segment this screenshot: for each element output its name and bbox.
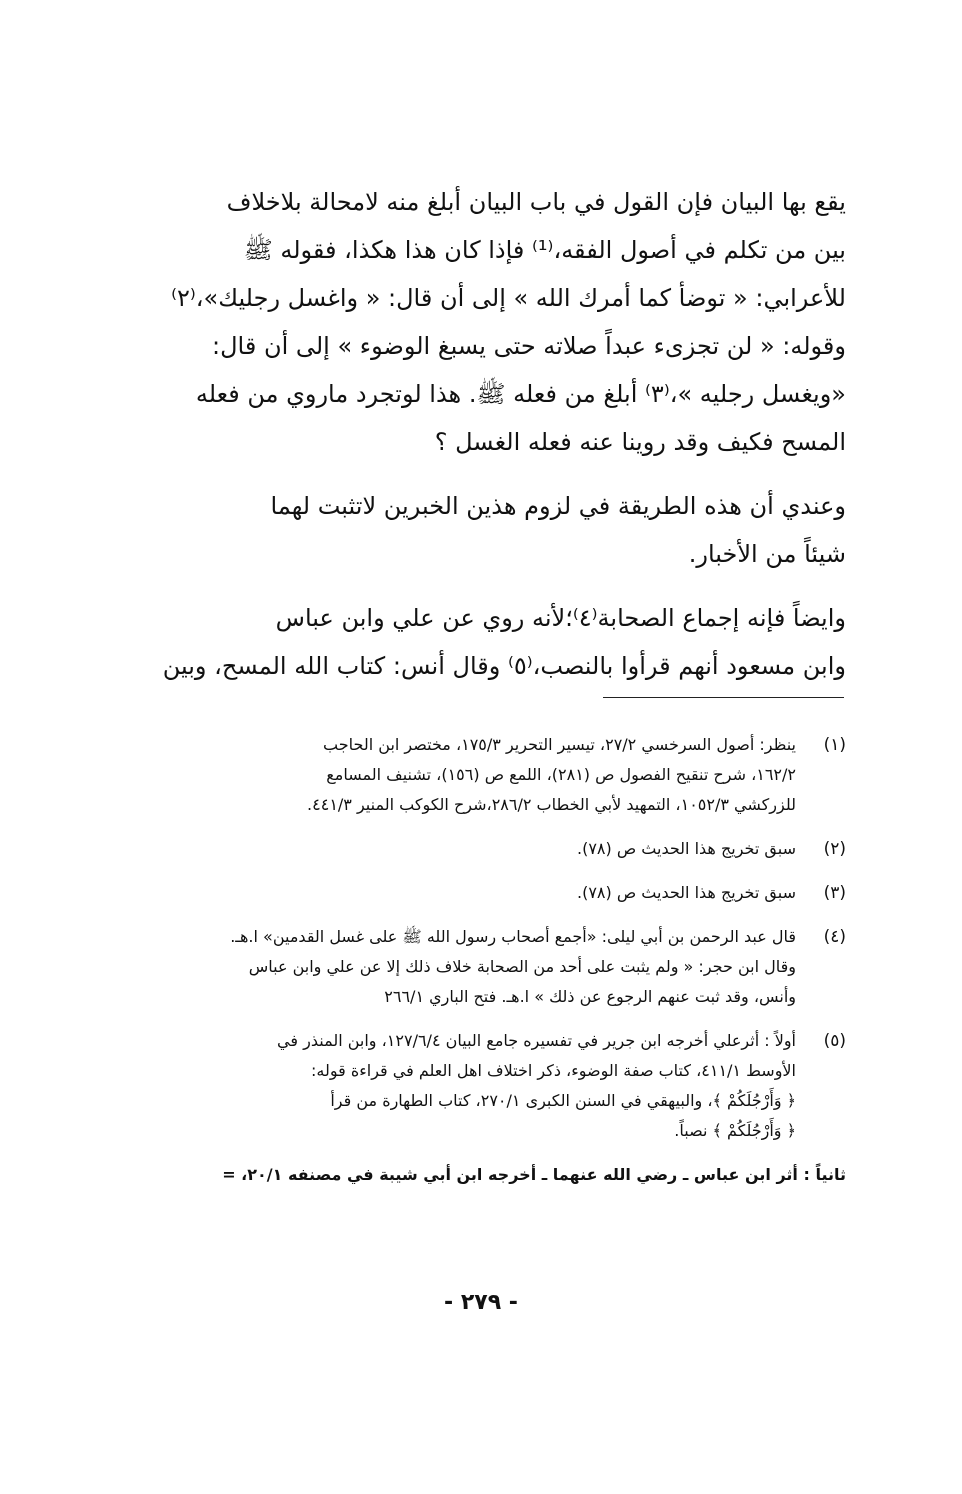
paragraph — [140, 594, 846, 690]
text-line: شيئاً من الأخبار. — [688, 540, 846, 568]
text-line: «ويغسل رجليه »،⁽٣⁾ أبلغ من فعله ﷺ. هذا لوتجرد ماروي من فعله — [195, 380, 846, 408]
footnote-line: أولاً : أثرعلي أخرجه ابن جرير في تفسيره جامع البيان ١٢٧/٦/٤، وابن المنذر في — [277, 1031, 796, 1050]
footnote — [140, 922, 846, 1012]
footnotes — [140, 730, 846, 1190]
footnote — [140, 834, 846, 864]
footnote-line: ينظر: أصول السرخسي ٢٧/٢، تيسير التحرير ١٧٥/٣، مختصر ابن الحاجب — [323, 735, 796, 754]
footnote-divider — [603, 697, 844, 698]
footnote-number: (٢) — [823, 839, 846, 859]
text-line: للأعرابي: « توضأ كما أمرك الله » إلى أن قال: « واغسل رجليك»،⁽٢⁾ — [171, 284, 846, 312]
footnote-line: سبق تخريج هذا الحديث ص (٧٨). — [577, 839, 796, 858]
footnote-line: سبق تخريج هذا الحديث ص (٧٨). — [577, 883, 796, 902]
footnote-line: وقال ابن حجر: « ولم يثبت على أحد من الصحابة خلاف ذلك إلا عن علي وابن عباس — [248, 957, 796, 976]
footnote-line: ١٦٢/٢، شرح تنقيح الفصول ص (٢٨١)، اللمع ص (١٥٦)، تشنيف المسامع — [326, 765, 796, 784]
text-line: وقوله: « لن تجزىء عبداً صلاته حتى يسبغ الوضوء » إلى أن قال: — [212, 332, 846, 360]
footnote — [140, 730, 846, 820]
footnote-line: ﴿ وَأَرْجُلَكُمْ ﴾، والبيهقي في السنن الكبرى ٢٧٠/١، كتاب الطهارة من قرأ — [330, 1091, 796, 1110]
footnote-number: (٥) — [823, 1031, 846, 1051]
text-line: وايضاً فإنه إجماع الصحابة⁽٤⁾؛لأنه روي عن علي وابن عباس — [275, 604, 846, 632]
page-number: - ٢٧٩ - — [444, 1290, 518, 1315]
text-line: بين من تكلم في أصول الفقه،⁽¹⁾ فإذا كان هذا هكذا، فقوله ﷺ — [243, 236, 846, 264]
main-text — [140, 178, 846, 690]
footnote-line: وأنس، وقد ثبت عنهم الرجوع عن ذلك » ا.هـ. فتح الباري ٢٦٦/١ — [384, 987, 796, 1006]
footnote-line: للزركشي ١٠٥٢/٣، التمهيد لأبي الخطاب ٢٨٦/٢،شرح الكوكب المنير ٤٤١/٣. — [307, 795, 796, 814]
footnote-number: (٤) — [823, 927, 846, 947]
footnote-line: قال عبد الرحمن بن أبي ليلى: «أجمع أصحاب رسول الله ﷺ على غسل القدمين» ا.هـ. — [230, 927, 796, 946]
text-line: المسح فكيف وقد روينا عنه فعله الغسل ؟ — [434, 428, 846, 456]
paragraph — [140, 482, 846, 578]
footnote-continuation: ثانياً : أثر ابن عباس ـ رضي الله عنهما ـ أخرجه ابن أبي شيبة في مصنفه ٢٠/١، = — [222, 1165, 846, 1184]
footnote-number: (١) — [823, 735, 846, 755]
footnote-line: الأوسط ٤١١/١، كتاب صفة الوضوء، ذكر اختلاف اهل العلم في قراءة قوله: — [311, 1061, 796, 1080]
footnote — [140, 878, 846, 908]
footnote-number: (٣) — [823, 883, 846, 903]
paragraph — [140, 178, 846, 466]
text-line: وابن مسعود أنهم قرأوا بالنصب،⁽٥⁾ وقال أنس: كتاب الله المسح، وبين — [162, 652, 846, 680]
footnote-line: ﴿ وَأَرْجُلَكُمْ ﴾ نصباً. — [674, 1121, 796, 1140]
footnote — [140, 1026, 846, 1146]
text-line: وعندي أن هذه الطريقة في لزوم هذين الخبرين لاتثبت لهما — [270, 492, 846, 520]
text-line: يقع بها البيان فإن القول في باب البيان أبلغ منه لامحالة بلاخلاف — [226, 188, 846, 216]
